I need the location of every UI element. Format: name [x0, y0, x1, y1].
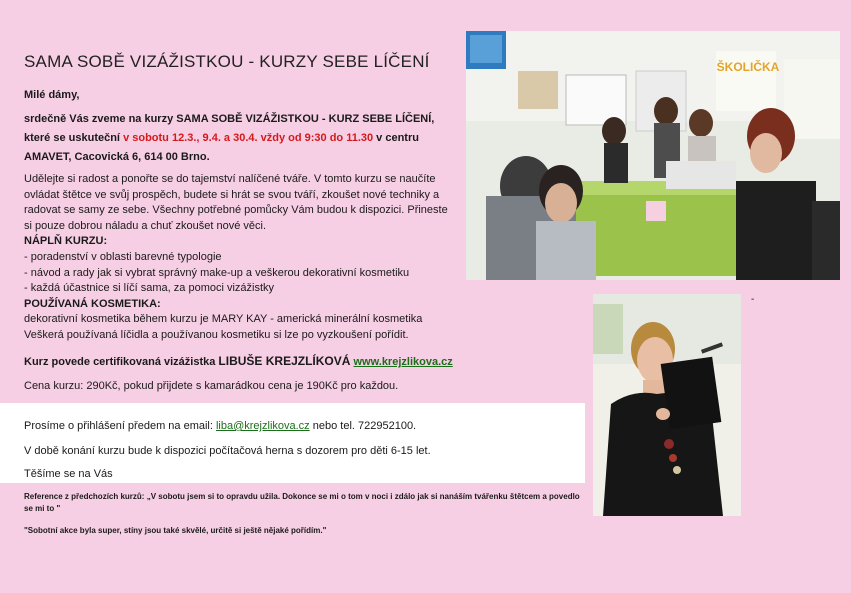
contact-line: [24, 420, 416, 432]
intro-text-2: v centru AMAVET, Cacovická 6, 614 00 Brno.: [24, 132, 419, 163]
page-title: SAMA SOBĚ VIZÁŽISTKOU - KURZY SEBE LÍČENÍ: [24, 52, 430, 71]
thanks-text: Těšíme se na Vás: [24, 468, 113, 480]
content-item: - návod a rady jak si vybrat správný make-up a veškerou dekorativní kosmetiku: [24, 266, 410, 279]
intro-text-1: srdečně Vás zveme na kurzy SAMA SOBĚ VIZÁŽISTKOU - KURZ SEBE LÍČENÍ, které se uskuteční: [24, 113, 435, 144]
lector-prefix: Kurz povede certifikovaná vizážistka: [24, 356, 219, 368]
lector-line: [24, 354, 453, 368]
contact-suffix: nebo tel. 722952100.: [309, 420, 417, 432]
reference-quote-2: "Sobotní akce byla super, stíny jsou také skvělé, určitě si ještě nějaké pořídím.": [24, 526, 327, 535]
sign-text: ŠKOLIČKA: [716, 60, 780, 74]
reference-quote-1: Reference z předchozích kurzů: „V sobotu jsem si to opravdu užila. Dokonce se mi o tom v noci i zdálo jak si nanáším tvářenku štětcem a povedlo se mi to ": [24, 492, 580, 513]
greeting: Milé dámy,: [24, 89, 80, 101]
lector-name: LIBUŠE KREJZLÍKOVÁ: [218, 354, 351, 368]
makeup-photo: [593, 294, 741, 516]
classroom-photo: [466, 31, 840, 280]
description: Udělejte si radost a ponořte se do tajemství nalíčené tváře. V tomto kurzu se naučíte ovládat štětce ve svůj prospěch, budete si hrát se svou tváří, zkoušet nové techniky a radovat se samy ze sebe. Všechny potřebné pomůcky Vám budou k dispozici. Přineste si pouze dobrou náladu a chuť zkoušet nové věci.: [24, 173, 448, 232]
content-heading: NÁPLŇ KURZU:: [24, 235, 108, 248]
cosmetics-item: Veškerá používaná líčidla a používanou kosmetiku si lze po vyzkoušení pořídit.: [24, 328, 409, 341]
website-link[interactable]: www.krejzlikova.cz: [353, 356, 453, 368]
skolicka-sign: [717, 59, 780, 74]
content-item: - každá účastnice si líčí sama, za pomoci vizážistky: [24, 282, 275, 295]
contact-prefix: Prosíme o přihlášení předem na email:: [24, 420, 216, 432]
intro-paragraph: [24, 110, 459, 167]
cosmetics-item: dekorativní kosmetika během kurzu je MARY KAY - americká minerální kosmetika: [24, 313, 423, 326]
price-text: Cena kurzu: 290Kč, pokud přijdete s kamarádkou cena je 190Kč pro každou.: [24, 380, 399, 392]
email-link[interactable]: liba@krejzlikova.cz: [215, 420, 310, 432]
playroom-text: V době konání kurzu bude k dispozici počítačová herna s dozorem pro děti 6-15 let.: [24, 445, 431, 457]
stray-dash: -: [751, 294, 755, 305]
course-description-block: [24, 172, 454, 344]
content-item: - poradenství v oblasti barevné typologie: [24, 250, 222, 263]
cosmetics-heading: POUŽÍVANÁ KOSMETIKA:: [24, 297, 161, 310]
course-dates: v sobotu 12.3., 9.4. a 30.4. vždy od 9:30 do 11.30: [123, 132, 374, 144]
